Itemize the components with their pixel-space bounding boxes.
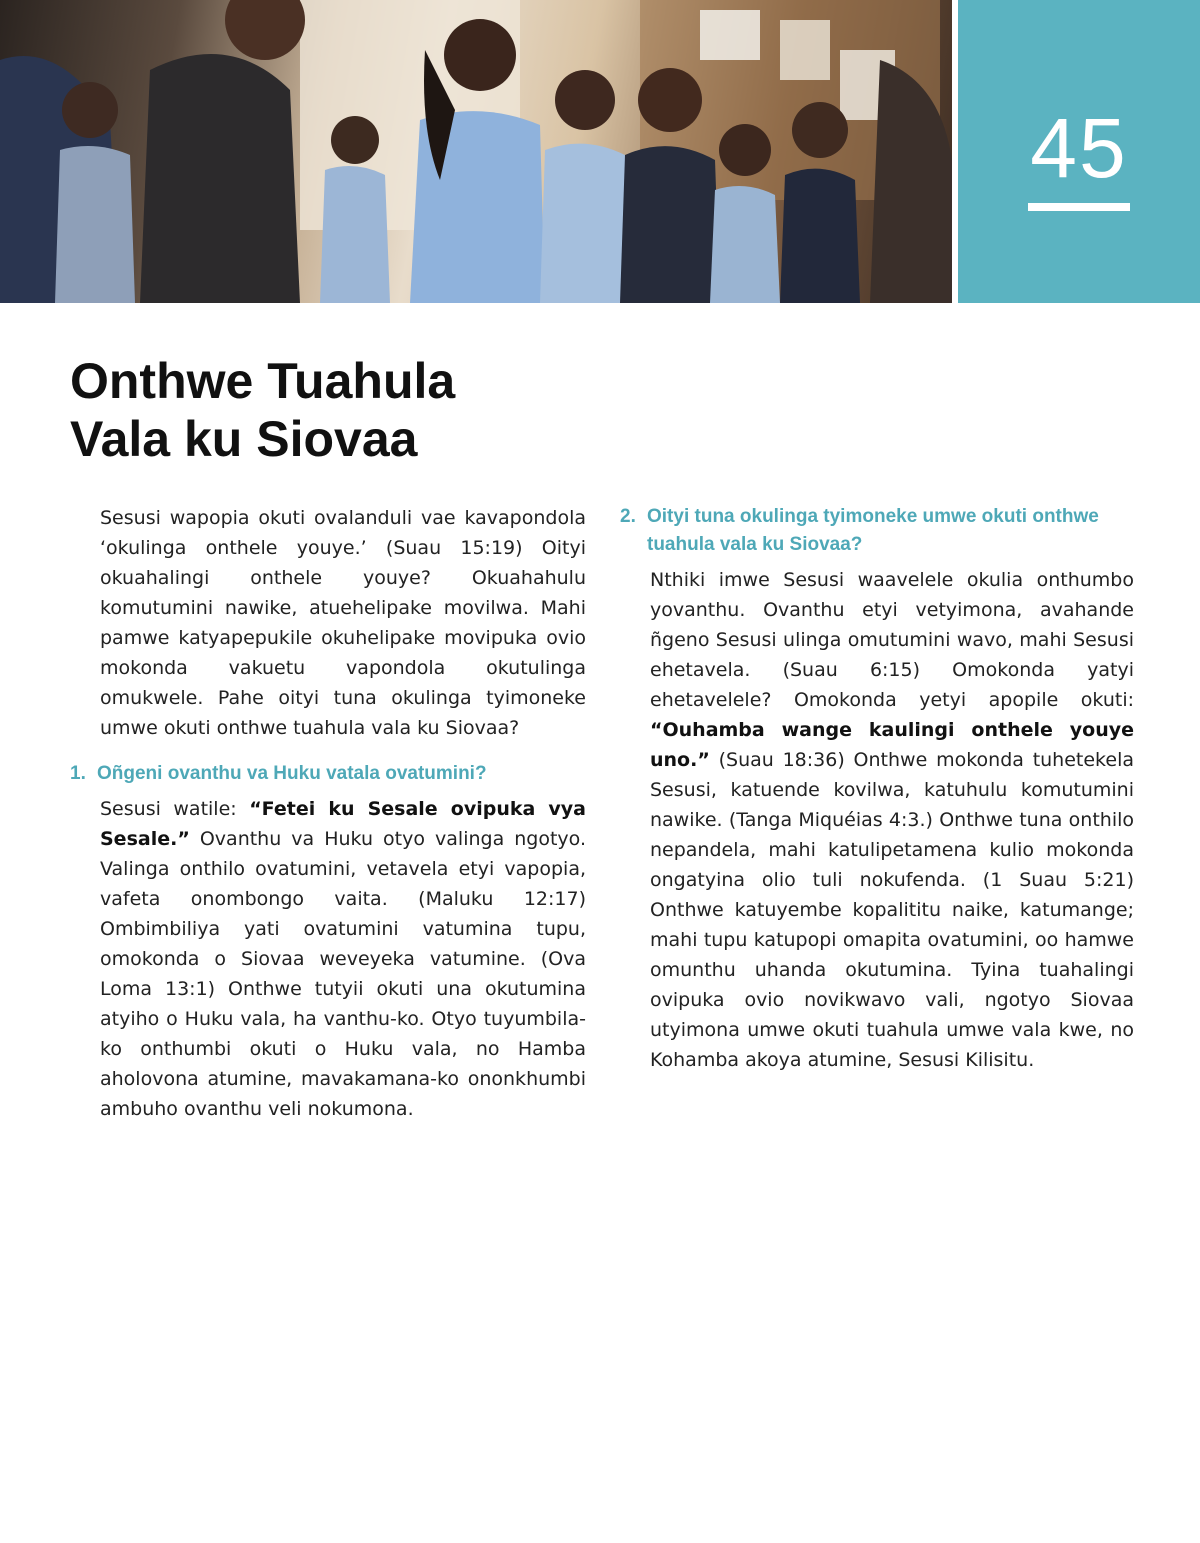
lesson-title bbox=[70, 352, 630, 468]
chapter-number: 45 bbox=[1030, 101, 1128, 195]
lesson-title-line-2: Vala ku Siovaa bbox=[70, 411, 418, 467]
right-column bbox=[620, 503, 1134, 1075]
section-2-heading bbox=[620, 503, 1134, 559]
section-1-heading bbox=[70, 760, 586, 788]
chapter-underline bbox=[1028, 203, 1130, 211]
section-2-body-post: (Suau 18:36) Onthwe mokonda tuhetekela Sesusi, katuende kovilwa, katuhulu komutumini nawike. (Tanga Miquéias 4:3.) Onthwe tuna onthilo nepandela, mahi katulipetamena kulio mokonda ongatyina olio tuli nokufenda. (1 Suau 5:21) Onthwe katuyembe kopalititu naike, katumange; mahi tupu katupopi omapita ovatumini, oo hamwe omunthu uhanda okutumina. Tyina tuahalingi ovipuka ovio novikwavo vali, ngotyo Siovaa utyimona umwe okuti tuahula umwe vala kwe, no Kohamba akoya atumine, Sesusi Kilisitu. bbox=[650, 749, 1134, 1071]
section-2-question: Oityi tuna okulinga tyimoneke umwe okuti onthwe tuahula vala ku Siovaa? bbox=[647, 506, 1099, 555]
section-1-body-pre: Sesusi watile: bbox=[100, 798, 250, 820]
section-2-body bbox=[620, 565, 1134, 1075]
section-2-body-pre: Nthiki imwe Sesusi waavelele okulia onthumbo yovanthu. Ovanthu etyi vetyimona, avahande ñgeno Sesusi ulinga omutumini wavo, mahi Sesusi ehetavela. (Suau 6:15) Omokonda yatyi ehetavelele? Omokonda yetyi apopile okuti: bbox=[650, 569, 1134, 711]
chapter-badge bbox=[958, 0, 1200, 303]
section-2-number: 2. bbox=[620, 506, 636, 527]
students-standing-photo bbox=[0, 0, 952, 303]
intro-paragraph: Sesusi wapopia okuti ovalanduli vae kavapondola ‘okulinga onthele youye.’ (Suau 15:19) Oityi okuahalingi onthele youye? Okuahahulu komutumini nawike, atuehelipake movilwa. Mahi pamwe katyapepukile okuhelipake movipuka ovio mokonda vakuetu vapondola okutulinga omukwele. Pahe oityi tuna okulinga tyimoneke umwe okuti onthwe tuahula vala ku Siovaa? bbox=[100, 507, 586, 739]
section-2-scripture-quote: “Ouhamba wange kaulingi onthele youye uno.” bbox=[650, 719, 1134, 771]
section-1-number: 1. bbox=[70, 763, 86, 784]
left-column bbox=[70, 503, 586, 1124]
section-1-scripture-quote: “Fetei ku Sesale ovipuka vya Sesale.” bbox=[100, 798, 586, 850]
hero-photo bbox=[0, 0, 952, 303]
lesson-title-line-1: Onthwe Tuahula bbox=[70, 353, 456, 409]
section-1-body bbox=[70, 794, 586, 1124]
section-1-body-post: Ovanthu va Huku otyo valinga ngotyo. Valinga onthilo ovatumini, vetavela etyi vapopia, vafeta onombongo vaita. (Maluku 12:17) Ombimbiliya yati ovatumini vatumina tupu, omokonda o Siovaa weveyeka vatumine. (Ova Loma 13:1) Onthwe tutyii okuti una okutumina atyiho o Huku vala, ha vanthu-ko. Otyo tuyumbila-ko onthumbi okuti o Huku vala, no Hamba aholovona atumine, mavakamana-ko ononkhumbi ambuho ovanthu veli nokumona. bbox=[100, 828, 586, 1120]
section-1-question: Oñgeni ovanthu va Huku vatala ovatumini? bbox=[97, 763, 487, 784]
